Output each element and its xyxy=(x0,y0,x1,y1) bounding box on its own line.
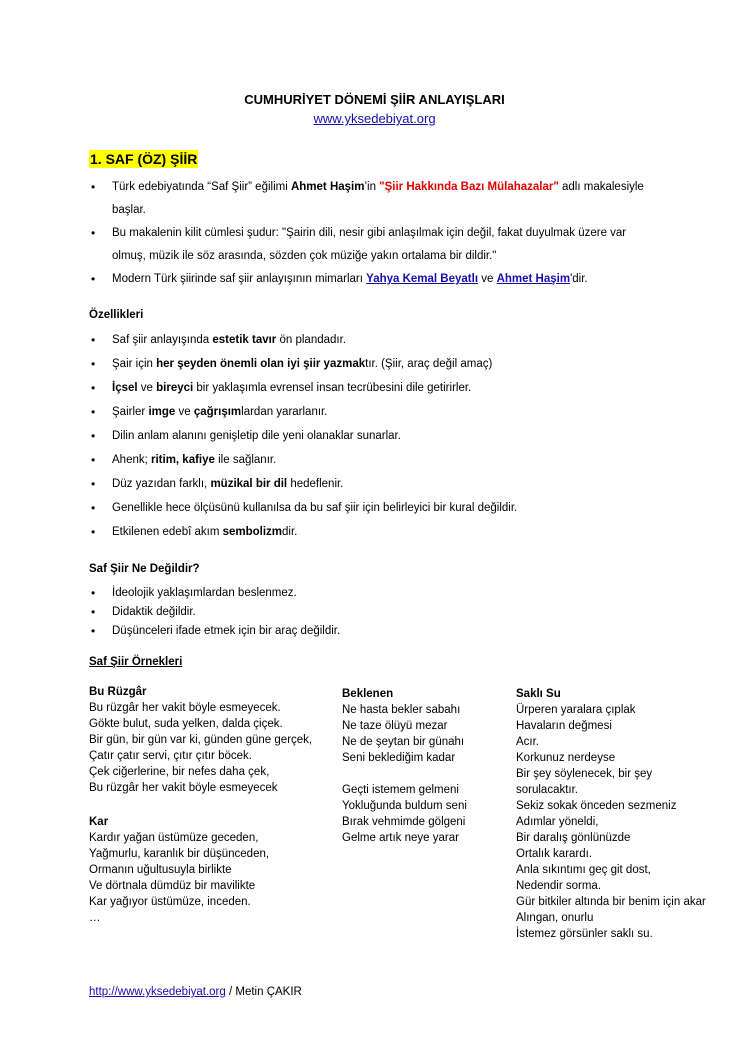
poem-line: Havaların değmesi xyxy=(516,720,612,732)
site-link[interactable]: www.yksedebiyat.org xyxy=(313,111,436,126)
poem-line: sorulacaktır. xyxy=(516,784,578,796)
poem-line: Bu rüzgâr her vakit böyle esmeyecek xyxy=(89,782,278,794)
poem-title: Beklenen xyxy=(342,688,394,700)
list-item: • Dilin anlam alanını genişletip dile yeni olanaklar sunarlar. xyxy=(89,428,649,452)
list-item: • Düz yazıdan farklı, müzikal bir dil hedeflenir. xyxy=(89,476,649,500)
poem-line: Yağmurlu, karanlık bir düşünceden, xyxy=(89,848,270,860)
poem-line: Ne de şeytan bir günahı xyxy=(342,736,465,748)
section-heading: 1. SAF (ÖZ) ŞİİR xyxy=(90,151,198,167)
poem-line: Ve dörtnala dümdüz bir mavilikte xyxy=(89,880,256,892)
features-heading: Özellikleri xyxy=(89,309,144,321)
poem-line: Sekiz sokak önceden sezmeniz xyxy=(516,800,677,812)
poem-line: Ne taze ölüyü mezar xyxy=(342,720,448,732)
poem-kar xyxy=(89,814,334,926)
poem-line: Ortalık karardı. xyxy=(516,848,593,860)
list-item: • Bu makalenin kilit cümlesi şudur: "Şairin dili, nesir gibi anlaşılmak için değil, fakat duyulmak üzere var olmuş, müzik ile söz arasında, sözden çok müziğe yakın ortalama bir dildir." xyxy=(89,222,649,268)
footer-author: / Metin ÇAKIR xyxy=(225,986,302,998)
poem-sakli-su xyxy=(516,686,744,942)
intro-list xyxy=(89,176,649,291)
ahmet-hasim-link[interactable]: Ahmet Haşim xyxy=(496,273,571,285)
poem-line: Ormanın uğultusuyla birlikte xyxy=(89,864,232,876)
poem-line: Acır. xyxy=(516,736,540,748)
poem-line: Gür bitkiler altında bir benim için akar xyxy=(516,896,706,908)
examples-heading: Saf Şiir Örnekleri xyxy=(89,656,183,668)
poem-line: Ne hasta bekler sabahı xyxy=(342,704,461,716)
poem-line: Gelme artık neye yarar xyxy=(342,832,459,844)
list-item: • İçsel ve bireyci bir yaklaşımla evrensel insan tecrübesini dile getirirler. xyxy=(89,380,649,404)
list-item: • Modern Türk şiirinde saf şiir anlayışının mimarları Yahya Kemal Beyatlı ve Ahmet Haşim'dir. xyxy=(89,268,649,291)
poem-line: Gökte bulut, suda yelken, dalda çiçek. xyxy=(89,718,283,730)
features-list xyxy=(89,332,649,548)
list-item: • Şairler imge ve çağrışımlardan yararlanır. xyxy=(89,404,649,428)
poem-line: Bırak vehmimde gölgeni xyxy=(342,816,466,828)
list-item: • Düşünceleri ifade etmek için bir araç değildir. xyxy=(89,623,649,642)
not-heading: Saf Şiir Ne Değildir? xyxy=(89,563,200,575)
list-item: • Saf şiir anlayışında estetik tavır ön plandadır. xyxy=(89,332,649,356)
poem-line: Korkunuz nerdeyse xyxy=(516,752,616,764)
poem-beklenen xyxy=(342,686,507,846)
poem-line: Anla sıkıntımı geç git dost, xyxy=(516,864,651,876)
poem-bu-ruzgar xyxy=(89,684,334,796)
poem-line: … xyxy=(89,912,101,924)
poem-line: İstemez görsünler saklı su. xyxy=(516,928,653,940)
list-item: • Didaktik değildir. xyxy=(89,604,649,623)
list-item: • İdeolojik yaklaşımlardan beslenmez. xyxy=(89,585,649,604)
poem-line: Kar yağıyor üstümüze, inceden. xyxy=(89,896,251,908)
poem-line: Yokluğunda buldum seni xyxy=(342,800,467,812)
list-item: • Şair için her şeyden önemli olan iyi şiir yazmaktır. (Şiir, araç değil amaç) xyxy=(89,356,649,380)
poem-line: Adımlar yöneldi, xyxy=(516,816,599,828)
poem-line: Çatır çatır servi, çıtır çıtır böcek. xyxy=(89,750,252,762)
poem-title: Saklı Su xyxy=(516,688,561,700)
footer xyxy=(89,986,302,998)
poem-line: Bir daralış gönlünüzde xyxy=(516,832,631,844)
poem-line: Alıngan, onurlu xyxy=(516,912,594,924)
poem-line: Çek ciğerlerine, bir nefes daha çek, xyxy=(89,766,270,778)
poem-title: Kar xyxy=(89,816,109,828)
poem-line: Bir şey söylenecek, bir şey xyxy=(516,768,653,780)
footer-link[interactable]: http://www.yksedebiyat.org xyxy=(89,986,226,998)
not-list xyxy=(89,585,649,642)
list-item: • Genellikle hece ölçüsünü kullanılsa da bu saf şiir için belirleyici bir kural değildir. xyxy=(89,500,649,524)
yahya-kemal-link[interactable]: Yahya Kemal Beyatlı xyxy=(366,273,479,285)
poem-title: Bu Rüzgâr xyxy=(89,686,147,698)
poem-line: Ürperen yaralara çıplak xyxy=(516,704,636,716)
list-item: • Ahenk; ritim, kafiye ile sağlanır. xyxy=(89,452,649,476)
poem-line: Seni beklediğim kadar xyxy=(342,752,456,764)
poem-line: Bu rüzgâr her vakit böyle esmeyecek. xyxy=(89,702,281,714)
list-item: • Türk edebiyatında “Saf Şiir” eğilimi Ahmet Haşim’in "Şiir Hakkında Bazı Mülahazalar" adlı makalesiyle başlar. xyxy=(89,176,649,222)
poem-line: Bir gün, bir gün var ki, günden güne gerçek, xyxy=(89,734,313,746)
poem-line: Nedendir sorma. xyxy=(516,880,602,892)
page-title: CUMHURİYET DÖNEMİ ŞİİR ANLAYIŞLARI xyxy=(244,92,505,107)
poem-line: Kardır yağan üstümüze geceden, xyxy=(89,832,259,844)
list-item: • Etkilenen edebî akım sembolizmdir. xyxy=(89,524,649,548)
poem-line: Geçti istemem gelmeni xyxy=(342,784,459,796)
